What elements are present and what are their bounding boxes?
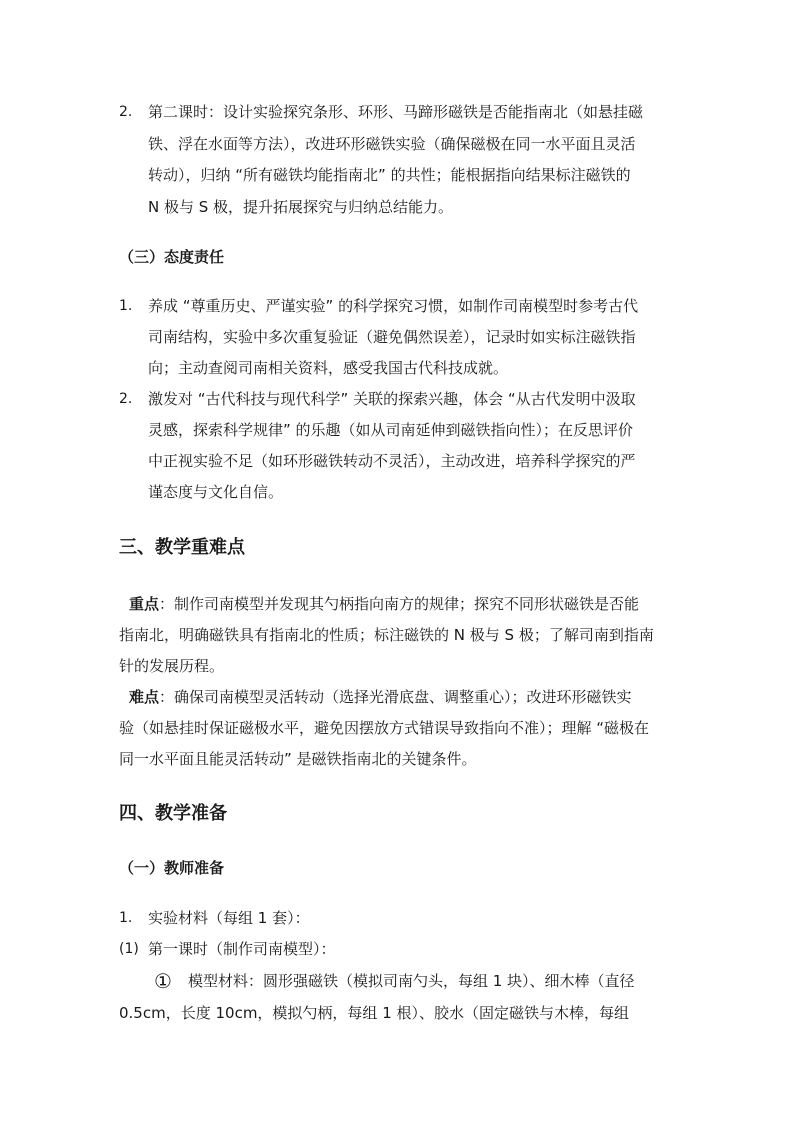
chapter-heading: 四、教学准备 [119, 803, 227, 824]
paragraph-line: 灵感，探索科学规律” 的乐趣（如从司南延伸到磁铁指向性）；在反思评价 [148, 421, 634, 439]
paragraph-line: 铁、浮在水面等方法），改进环形磁铁实验（确保磁极在同一水平面且灵活 [148, 135, 636, 153]
list-number: 1. [119, 910, 133, 926]
key-label: 重点 [129, 595, 160, 613]
paragraph-line: 谨态度与文化自信。 [148, 483, 284, 501]
paragraph-line: 中正视实验不足（如环形磁铁转动不灵活），主动改进，培养科学探究的严 [148, 452, 636, 470]
list-number: (1) [119, 941, 139, 957]
paragraph-line: 向；主动查阅司南相关资料，感受我国古代科技成就。 [148, 359, 509, 377]
paragraph-line: 针的发展历程。 [119, 657, 225, 675]
chapter-heading: 三、教学重难点 [119, 537, 245, 558]
paragraph-line: 验（如悬挂时保证磁极水平，避免因摆放方式错误导致指向不准）；理解 “磁极在 [119, 719, 650, 737]
section-heading: （三）态度责任 [119, 248, 225, 266]
paragraph-line: 第一课时（制作司南模型）： [148, 940, 336, 958]
paragraph-line: 0.5cm，长度 10cm，模拟勺柄，每组 1 根）、胶水（固定磁铁与木棒，每组 [119, 1004, 630, 1022]
difficulty-text: ：确保司南模型灵活转动（选择光滑底盘、调整重心）；改进环形磁铁实 [159, 688, 632, 706]
paragraph-line: 司南结构，实验中多次重复验证（避免偶然误差），记录时如实标注磁铁指 [148, 328, 636, 346]
list-number: 2. [119, 104, 133, 120]
paragraph-line [129, 687, 632, 707]
material-text: 模型材料：圆形强磁铁（模拟司南勺头，每组 1 块）、细木棒（直径 [187, 972, 635, 990]
paragraph-line: 指南北，明确磁铁具有指南北的性质；标注磁铁的 N 极与 S 极；了解司南到指南 [119, 626, 654, 644]
circled-number: ① [154, 969, 172, 993]
difficulty-label: 难点 [129, 688, 160, 706]
paragraph-line: 同一水平面且能灵活转动” 是磁铁指南北的关键条件。 [119, 750, 477, 768]
section-heading: （一）教师准备 [119, 859, 225, 877]
list-number: 2. [119, 391, 133, 407]
list-number: 1. [119, 298, 133, 314]
paragraph-line: 实验材料（每组 1 套）： [148, 909, 310, 927]
paragraph-line: 第二课时：设计实验探究条形、环形、马蹄形磁铁是否能指南北（如悬挂磁 [148, 103, 644, 121]
paragraph-line: N 极与 S 极，提升拓展探究与归纳总结能力。 [148, 198, 454, 216]
key-text: ：制作司南模型并发现其勺柄指向南方的规律；探究不同形状磁铁是否能 [159, 595, 640, 613]
paragraph-line [154, 971, 635, 991]
paragraph-line: 养成 “尊重历史、严谨实验” 的科学探究习惯，如制作司南模型时参考古代 [148, 297, 639, 315]
paragraph-line [129, 594, 639, 614]
paragraph-line: 激发对 “古代科技与现代科学” 关联的探索兴趣，体会 “从古代发明中汲取 [148, 390, 636, 408]
paragraph-line: 转动），归纳 “所有磁铁均能指南北” 的共性；能根据指向结果标注磁铁的 [148, 166, 631, 184]
